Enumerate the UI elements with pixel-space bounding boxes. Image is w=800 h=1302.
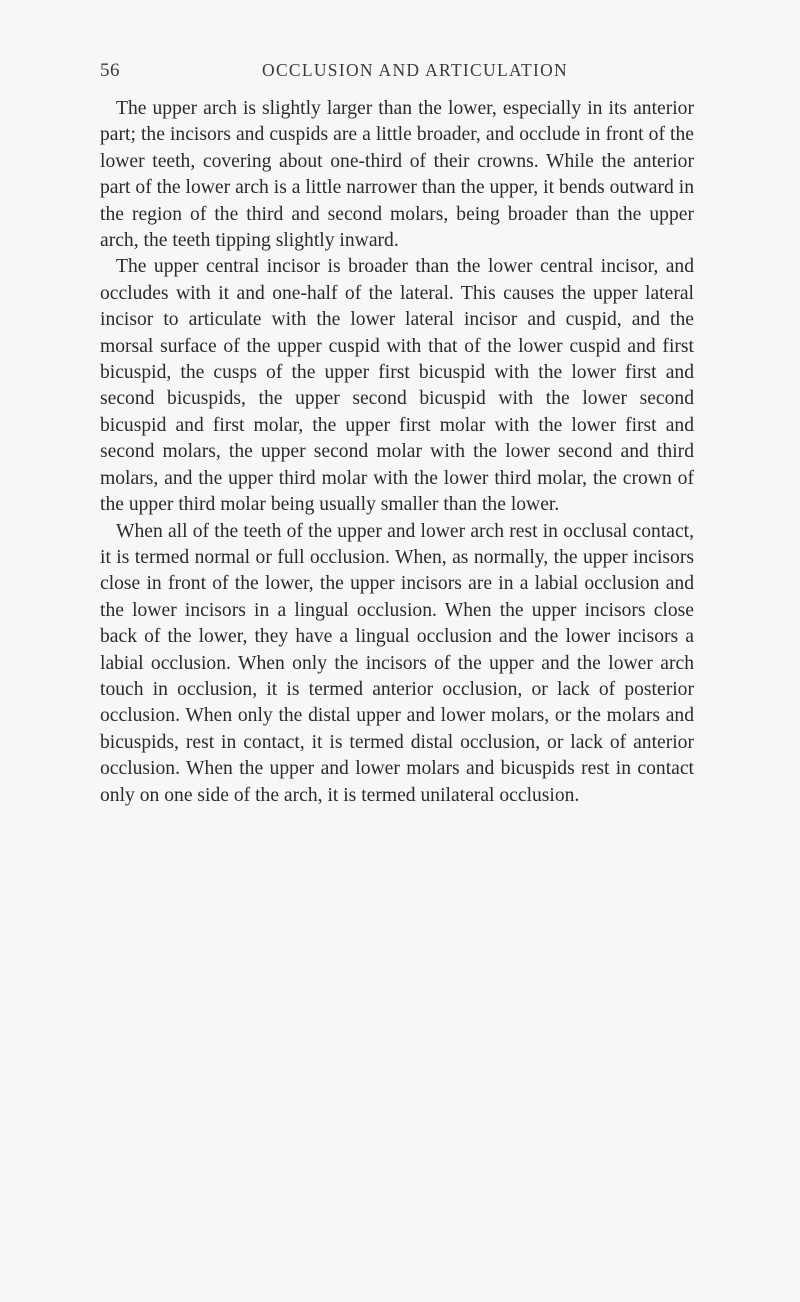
- body-text: [100, 96, 694, 809]
- paragraph: The upper arch is slightly larger than the lower, especially in its anterior part; the incisors and cuspids are a little broader, and occlude in front of the lower teeth, covering about one-third of their crowns. While the anterior part of the lower arch is a little narrower than the upper, it bends outward in the region of the third and second molars, being broader than the upper arch, the teeth tipping slightly inward.: [100, 98, 694, 252]
- running-title: OCCLUSION AND ARTICULATION: [262, 60, 568, 80]
- paragraph: When all of the teeth of the upper and lower arch rest in occlusal contact, it is termed normal or full occlusion. When, as normally, the upper incisors close in front of the lower, the upper incisors are in a labial occlusion and the lower incisors in a lingual occlusion. When the upper incisors close back of the lower, they have a lingual occlusion and the lower incisors a labial occlusion. When only the incisors of the upper and the lower arch touch in occlusion, it is termed anterior occlusion, or lack of posterior occlusion. When only the distal upper and lower molars, or the molars and bicuspids, rest in contact, it is termed distal occlusion, or lack of anterior occlusion. When the upper and lower molars and bicuspids rest in contact only on one side of the arch, it is termed unilateral occlusion.: [100, 520, 694, 806]
- page-number: 56: [100, 60, 120, 81]
- paragraph: The upper central incisor is broader than the lower central incisor, and occludes with it and one-half of the lateral. This causes the upper lateral incisor to articulate with the lower lateral incisor and cuspid, and the morsal surface of the upper cuspid with that of the lower cuspid and first bicuspid, the cusps of the upper first bicuspid with the lower first and second bicuspids, the upper second bicuspid with the lower second bicuspid and first molar, the upper first molar with the lower first and second molars, the upper second molar with the lower second and third molars, and the upper third molar with the lower third molar, the crown of the upper third molar being usually smaller than the lower.: [100, 256, 694, 516]
- running-header: [100, 60, 694, 90]
